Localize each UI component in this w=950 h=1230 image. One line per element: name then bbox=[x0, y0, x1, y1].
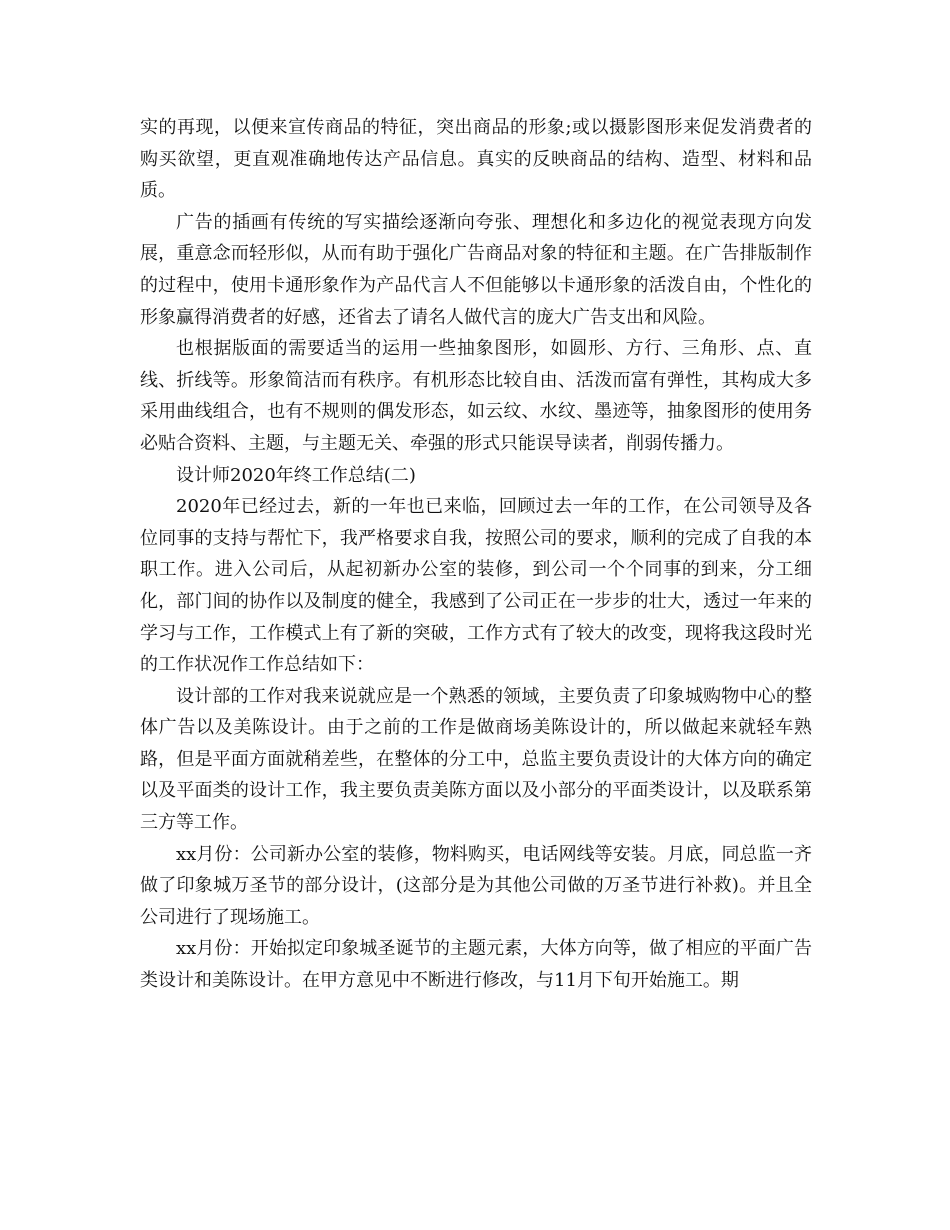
paragraph-year-review: 2020年已经过去，新的一年也已来临，回顾过去一年的工作，在公司领导及各位同事的支持与帮忙下，我严格要求自我，按照公司的要求，顺利的完成了自我的本职工作。进入公司后，从起初新办公室的装修，到公司一个个同事的到来，分工细化，部门间的协作以及制度的健全，我感到了公司正在一步步的壮大，透过一年来的学习与工作，工作模式上有了新的突破，工作方式有了较大的改变，现将我这段时光的工作状况作工作总结如下： bbox=[140, 496, 812, 676]
paragraph-continuation: 实的再现，以便来宣传商品的特征，突出商品的形象;或以摄影图形来促发消费者的购买欲望，更直观准确地传达产品信息。真实的反映商品的结构、造型、材料和品质。 bbox=[140, 117, 812, 202]
document-body bbox=[140, 112, 812, 997]
paragraph-design-dept: 设计部的工作对我来说就应是一个熟悉的领域，主要负责了印象城购物中心的整体广告以及美陈设计。由于之前的工作是做商场美陈设计的，所以做起来就轻车熟路，但是平面方面就稍差些，在整体的分工中，总监主要负责设计的大体方向的确定以及平面类的设计工作，我主要负责美陈方面以及小部分的平面类设计，以及联系第三方等工作。 bbox=[140, 685, 812, 834]
section-heading: 设计师2020年终工作总结(二) bbox=[176, 464, 416, 486]
paragraph-month-2: xx月份：开始拟定印象城圣诞节的主题元素，大体方向等，做了相应的平面广告类设计和美陈设计。在甲方意见中不断进行修改，与11月下旬开始施工。期 bbox=[140, 938, 812, 992]
paragraph-month-1: xx月份：公司新办公室的装修，物料购买，电话网线等安装。月底，同总监一齐做了印象城万圣节的部分设计，(这部分是为其他公司做的万圣节进行补救)。并且全公司进行了现场施工。 bbox=[140, 843, 812, 928]
paragraph-illustration: 广告的插画有传统的写实描绘逐渐向夸张、理想化和多边化的视觉表现方向发展，重意念而轻形似，从而有助于强化广告商品对象的特征和主题。在广告排版制作的过程中，使用卡通形象作为产品代言人不但能够以卡通形象的活泼自由，个性化的形象赢得消费者的好感，还省去了请名人做代言的庞大广告支出和风险。 bbox=[140, 211, 812, 328]
paragraph-abstract-shapes: 也根据版面的需要适当的运用一些抽象图形，如圆形、方行、三角形、点、直线、折线等。形象简洁而有秩序。有机形态比较自由、活泼而富有弹性，其构成大多采用曲线组合，也有不规则的偶发形态，如云纹、水纹、墨迹等，抽象图形的使用务必贴合资料、主题，与主题无关、牵强的形式只能误导读者，削弱传播力。 bbox=[140, 338, 812, 454]
